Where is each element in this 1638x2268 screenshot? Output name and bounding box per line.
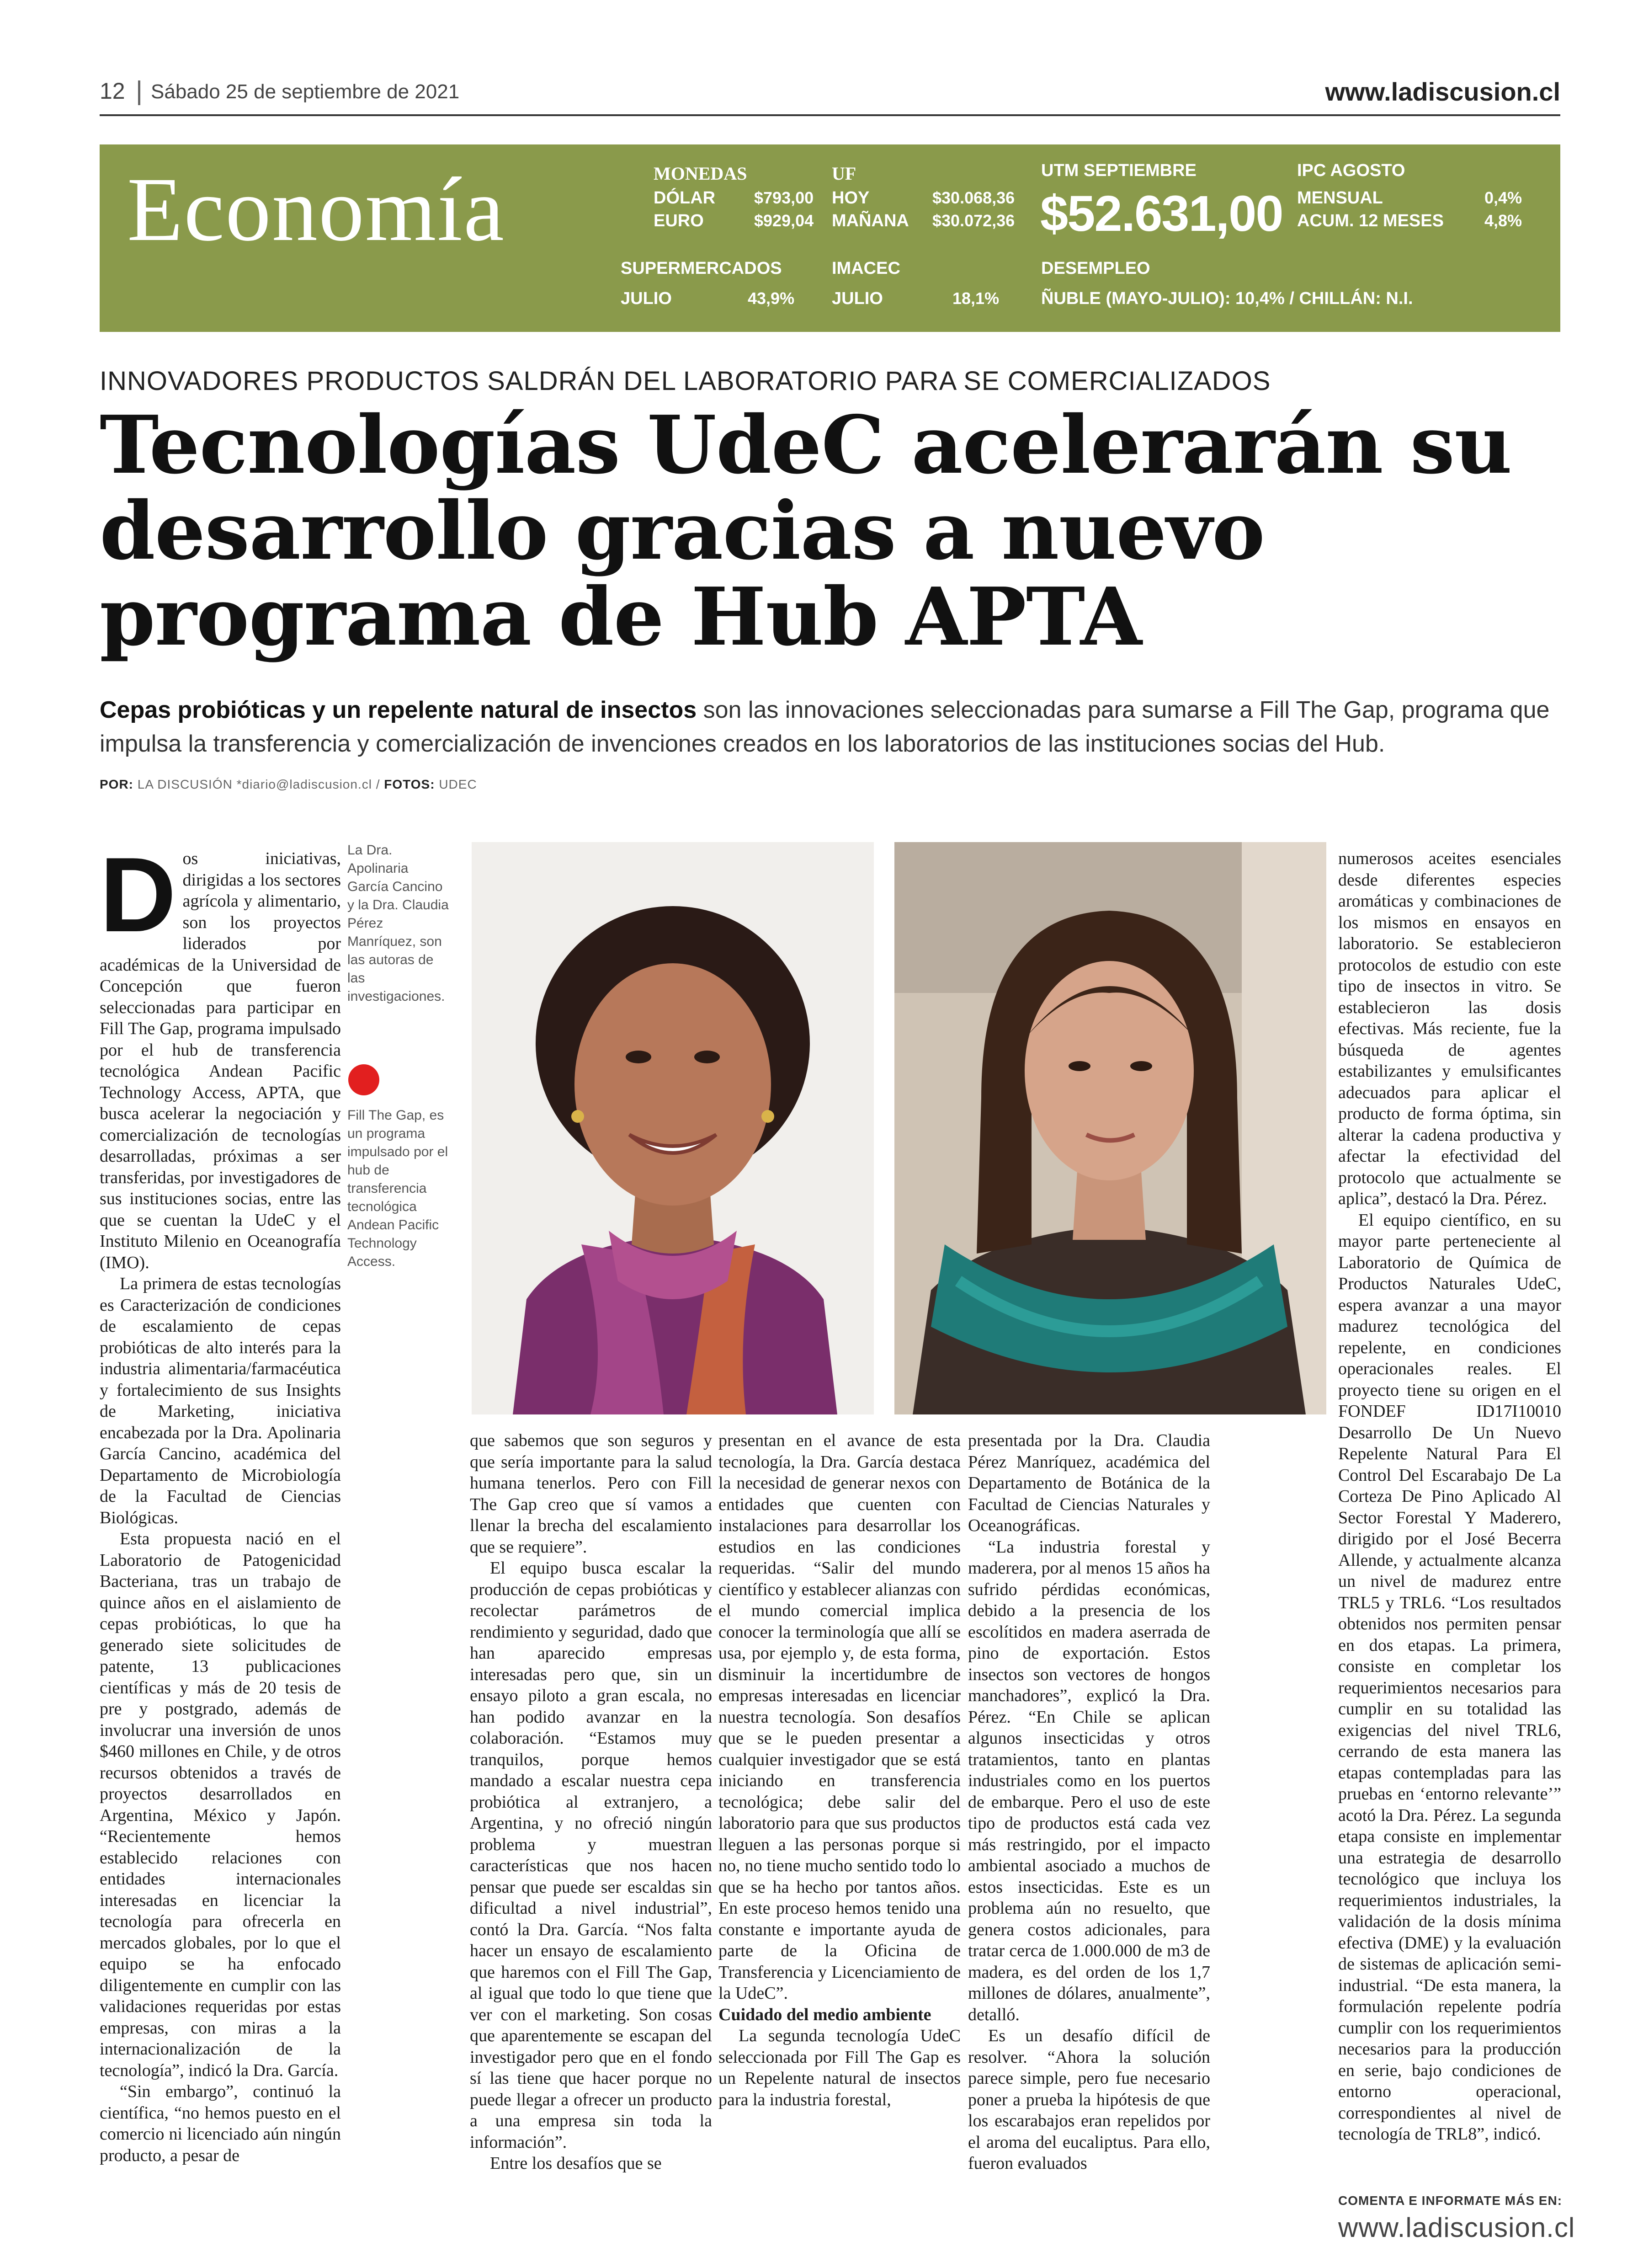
imacec-value: 18,1% bbox=[952, 289, 1000, 308]
supermercados-label: JULIO bbox=[621, 289, 672, 308]
page-number: 12 bbox=[100, 78, 125, 104]
article-column-3 bbox=[718, 1430, 961, 2110]
header-date: Sábado 25 de septiembre de 2021 bbox=[151, 80, 460, 103]
article-column-1 bbox=[100, 836, 341, 2166]
supermercados-heading: SUPERMERCADOS bbox=[621, 259, 782, 278]
header-rule bbox=[100, 114, 1560, 116]
info-caption: Fill The Gap, es un programa impulsado por el hub de transferencia tecnológica Andean Pacific Technology Access. bbox=[347, 1108, 448, 1269]
byline-photos: UDEC bbox=[435, 777, 477, 791]
euro-label: EURO bbox=[654, 211, 704, 230]
imacec-label: JULIO bbox=[832, 289, 883, 308]
article-paragraph: El equipo busca escalar la producción de cepas probióticas y recolectar parámetros de rendimiento y seguridad, dado que han aparecido empresas interesadas pero que, sin un ensayo piloto a gran escala, no han podido avanzar en la colaboración. “Estamos muy tranquilos, porque hemos mandado a escalar nuestra cepa probiótica al extranjero, a Argentina, y no ofreció ningún problema y muestran características que nos hacen pensar que puede ser escaldas sin dificultad a nivel industrial”, contó la Dra. García. “Nos falta hacer un ensayo de escalamiento que haremos con el Fill The Gap, al igual que todo lo que tiene que ver con el marketing. Son cosas que aparentemente se escapan del investigador pero que en el fondo sí las tiene que hacer porque no puede llegar a ofrecer un producto a una empresa sin toda la información”. bbox=[470, 1558, 712, 2152]
footer-site-link[interactable]: www.ladiscusion.cl bbox=[1338, 2212, 1575, 2243]
article-paragraph: “La industria forestal y maderera, por al menos 15 años ha sufrido pérdidas económicas, debido a la presencia de los escolítidos en madera aserrada de pino de exportación. Estos insectos son vectores de hongos manchadores”, explicó la Dra. Pérez. “En Chile se aplican algunos insecticidas y otros tratamientos, tanto en plantas industriales como en los puertos de embarque. Pero el uso de este tipo de productos está cada vez más restringido, por el impacto ambiental asociado a muchos de estos insecticidas. Este es un problema aún no resuelto, que genera costos adicionales, para tratar cerca de 1.000.000 de m3 de madera, es del orden de los 1,7 millones de dólares, anualmente”, detalló. bbox=[968, 1537, 1210, 2024]
portrait-illustration bbox=[472, 842, 874, 1414]
article-paragraph bbox=[100, 836, 341, 1273]
drop-cap: D bbox=[100, 836, 176, 954]
article-column-2 bbox=[470, 1430, 712, 2174]
footer-label: COMENTA E INFORMATE MÁS EN: bbox=[1338, 2193, 1563, 2208]
euro-value: $929,04 bbox=[754, 211, 814, 230]
byline-fotos-label: FOTOS: bbox=[384, 777, 435, 791]
portrait-illustration bbox=[894, 842, 1326, 1414]
article-paragraph: que sabemos que son seguros y que sería importante para la salud humana tenerlos. Pero con Fill The Gap creo que sí vamos a llenar la brecha del escalamiento que se requiere”. bbox=[470, 1431, 712, 1557]
dolar-value: $793,00 bbox=[754, 188, 814, 207]
article-lead bbox=[100, 693, 1560, 761]
article-paragraph: Es un desafío difícil de resolver. “Ahora la solución parece simple, pero fue necesario poner a prueba la hipótesis de que los escarabajos eran repelidos por el aroma del eucaliptus. Para ello, fueron evaluados bbox=[968, 2026, 1210, 2173]
photo-caption: La Dra. Apolinaria García Cancino y la Dra. Claudia Pérez Manríquez, son las autoras de las investigaciones. bbox=[347, 843, 449, 1004]
article-paragraph: La segunda tecnología UdeC seleccionada por Fill The Gap es un Repelente natural de insectos para la industria forestal, bbox=[718, 2026, 961, 2109]
imacec-heading: IMACEC bbox=[832, 259, 900, 278]
article-column-5 bbox=[1338, 848, 1561, 2145]
article-paragraph: La primera de estas tecnologías es Caracterización de condiciones de escalamiento de cepas probióticas de alto interés para la industria alimentaria/farmacéutica y fortalecimiento de sus Insights de Marketing, iniciativa encabezada por la Dra. Apolinaria García Cancino, académica del Departamento de Microbiología de la Facultad de Ciencias Biológicas. bbox=[100, 1274, 341, 1527]
article-byline bbox=[100, 777, 477, 792]
monedas-heading: MONEDAS bbox=[654, 163, 747, 184]
economy-indicators-banner bbox=[100, 144, 1560, 332]
article-paragraph: Esta propuesta nació en el Laboratorio de Patogenicidad Bacteriana, tras un trabajo de quince años en el aislamiento de cepas probióticas, lo que ha generado siete solicitudes de patente, 13 publicaciones científicas y más de 20 tesis de pre y postgrado, además de involucrar una inversión de unos $460 millones en Chile, y de otros recursos obtenidos a través de proyectos desarrollados en Argentina, México y Japón. “Recientemente hemos establecido relaciones con entidades internacionales interesadas en licenciar la tecnología para ofrecerla en mercados globales, por lo que el equipo se ha enfocado diligentemente en cumplir con las validaciones requeridas por estas empresas, con miras a la internacionalización de la tecnología”, indicó la Dra. García. bbox=[100, 1529, 341, 2080]
paragraph-text: os iniciativas, dirigidas a los sectores agrícola y alimentario, son los proyectos liderados por académicas de la Universidad de Concepción que fueron seleccionadas para participar en Fill The Gap, programa impulsado por el hub de transferencia tecnológica Andean Pacific Technology Access, APTA, que busca acelerar la negociación y comercialización de tecnologías desarrolladas, próximas a ser transferidas, por investigadores de sus instituciones socias, entre las que se cuentan la UdeC y el Instituto Milenio en Oceanografía (IMO). bbox=[100, 849, 341, 1272]
lead-bold: Cepas probióticas y un repelente natural de insectos bbox=[100, 697, 697, 723]
desempleo-heading: DESEMPLEO bbox=[1041, 259, 1150, 278]
utm-value: $52.631,00 bbox=[1040, 186, 1283, 242]
utm-heading: UTM SEPTIEMBRE bbox=[1041, 161, 1197, 180]
article-headline: Tecnologías UdeC acelerarán su desarrollo gracias a nuevo programa de Hub APTA bbox=[100, 399, 1512, 664]
lead-text: son las innovaciones seleccionadas para sumarse a Fill The Gap, programa que impulsa la transferencia y comercialización de invenciones creados en los laboratorios de las instituciones socias del Hub. bbox=[100, 697, 1550, 757]
byline-por-label: POR: bbox=[100, 777, 133, 791]
article-paragraph: “Sin embargo”, continuó la científica, “no hemos puesto en el comercio ni licenciado aún ningún producto, a pesar de bbox=[100, 2082, 341, 2165]
uf-hoy-value: $30.068,36 bbox=[932, 188, 1015, 207]
uf-manana-label: MAÑANA bbox=[832, 211, 909, 230]
byline-author: LA DISCUSIÓN *diario@ladiscusion.cl / bbox=[133, 777, 384, 791]
article-paragraph: Entre los desafíos que se bbox=[490, 2154, 662, 2173]
ipc-acum-label: ACUM. 12 MESES bbox=[1297, 211, 1444, 230]
supermercados-value: 43,9% bbox=[748, 289, 795, 308]
uf-hoy-label: HOY bbox=[832, 188, 870, 208]
photo-dra-garcia bbox=[472, 842, 874, 1414]
uf-heading: UF bbox=[832, 163, 856, 184]
article-paragraph: presentan en el avance de esta tecnología, la Dra. García destaca la necesidad de generar nexos con entidades que cuenten con instalaciones para desarrollar los estudios en las condiciones requeridas. “Salir del mundo científico y establecer alianzas con el mundo comercial implica conocer la terminología que allí se usa, por ejemplo y, de esta forma, disminuir la incertidumbre de empresas interesadas en licenciar nuestra tecnología. Son desafíos que se le pueden presentar a cualquier investigador que se está iniciando en transferencia tecnológica; debe salir del laboratorio para que sus productos lleguen a las personas porque si no, no tiene mucho sentido todo lo que se ha hecho por tantos años. En este proceso hemos tenido una constante e importante ayuda de parte de la Oficina de Transferencia y Licenciamiento de la UdeC”. bbox=[718, 1431, 961, 2003]
article-column-4 bbox=[968, 1430, 1210, 2174]
ipc-mensual-label: MENSUAL bbox=[1297, 188, 1383, 208]
dolar-label: DÓLAR bbox=[654, 188, 716, 208]
article-paragraph: El equipo científico, en su mayor parte perteneciente al Laboratorio de Química de Productos Naturales UdeC, espera avanzar a una mayor madurez tecnológica del repelente, en condiciones operacionales reales. El proyecto tiene su origen en el FONDEF ID17I10010 Desarrollo De Un Nuevo Repelente Natural Para El Control Del Escarabajo De La Corteza De Pino Aplicado Al Sector Forestal Y Maderero, dirigido por el José Becerra Allende, y actualmente alcanza un nivel de madurez entre TRL5 y TRL6. “Los resultados obtenidos nos permiten pensar en dos etapas. La primera, consiste en completar los requerimientos necesarios para cumplir en su totalidad las exigencias del nivel TRL6, cerrando de esta manera las etapas contempladas para las pruebas en ‘entorno relevante’” acotó la Dra. Pérez. La segunda etapa consiste en implementar una estrategia de desarrollo tecnológico que incluya los requerimientos industriales, la validación de la dosis mínima efectiva (DME) y la evaluación de sistemas de aplicación semi-industrial. “De esta manera, la formulación repelente podría cumplir con los requerimientos necesarios para la producción en serie, bajo condiciones de entorno operacional, correspondientes al nivel de tecnología de TRL8”, indicó. bbox=[1338, 1210, 1561, 2144]
section-title: Economía bbox=[127, 159, 505, 260]
ipc-heading: IPC AGOSTO bbox=[1297, 161, 1405, 180]
article-kicker: INNOVADORES PRODUCTOS SALDRÁN DEL LABORATORIO PARA SE COMERCIALIZADOS bbox=[100, 366, 1271, 396]
desempleo-value: ÑUBLE (MAYO-JULIO): 10,4% / CHILLÁN: N.I. bbox=[1041, 289, 1413, 308]
red-dot-marker bbox=[348, 1064, 379, 1095]
article-paragraph: presentada por la Dra. Claudia Pérez Manríquez, académica del Departamento de Botánica de la Facultad de Ciencias Naturales y Oceanográficas. bbox=[968, 1431, 1210, 1535]
header-separator bbox=[138, 80, 140, 105]
article-paragraph: numerosos aceites esenciales desde diferentes especies aromáticas y combinaciones de los mismos en ensayos en laboratorio. Se establecieron protocolos de estudio con este tipo de insectos in vitro. Se establecieron las dosis efectivas. Más reciente, fue la búsqueda de agentes estabilizantes y emulsificantes adecuados para aplicar el producto de forma óptima, sin alterar la cadena productiva y afectar la efectividad del protocolo que actualmente se aplica”, destacó la Dra. Pérez. bbox=[1338, 849, 1561, 1208]
uf-manana-value: $30.072,36 bbox=[932, 211, 1015, 230]
photo-dra-perez bbox=[894, 842, 1326, 1414]
ipc-mensual-value: 0,4% bbox=[1484, 188, 1522, 207]
header-site-link[interactable]: www.ladiscusion.cl bbox=[1325, 77, 1560, 106]
article-subheading: Cuidado del medio ambiente bbox=[718, 2005, 931, 2024]
ipc-acum-value: 4,8% bbox=[1484, 211, 1522, 230]
